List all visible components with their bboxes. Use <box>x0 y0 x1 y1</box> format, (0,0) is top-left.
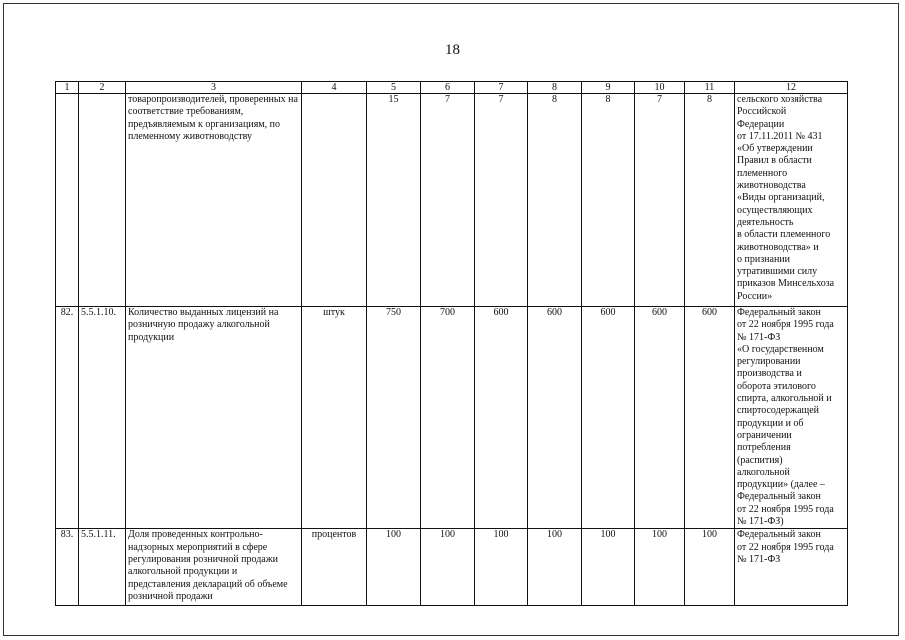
row-number: 83. <box>56 529 79 606</box>
legal-basis-line: деятельность <box>737 216 794 228</box>
legal-basis-line: России» <box>737 290 773 302</box>
value-cell: 100 <box>635 529 685 606</box>
value-cell: 7 <box>635 94 685 307</box>
value-cell: 100 <box>367 529 421 606</box>
legal-basis-line: Федеральный закон <box>737 491 821 503</box>
table-row <box>56 529 848 606</box>
legal-basis <box>735 307 848 529</box>
column-header: 4 <box>302 82 367 94</box>
legal-basis-line: потребления <box>737 442 791 454</box>
value-cell: 15 <box>367 94 421 307</box>
row-code: 5.5.1.11. <box>79 529 126 606</box>
row-code: 5.5.1.10. <box>79 307 126 529</box>
header-row <box>56 82 848 94</box>
column-header: 7 <box>475 82 528 94</box>
legal-basis-line: регулировании <box>737 356 801 368</box>
value-cell: 8 <box>582 94 635 307</box>
legal-basis-line: продукции» (далее – <box>737 479 825 491</box>
value-cell: 600 <box>685 307 735 529</box>
legal-basis-line: № 171-ФЗ) <box>737 516 784 528</box>
column-header: 6 <box>421 82 475 94</box>
legal-basis-line: сельского хозяйства <box>737 94 823 105</box>
unit-cell: процентов <box>302 529 367 606</box>
legal-basis-line: Федеральный закон <box>737 529 821 541</box>
legal-basis-line: «Виды организаций, <box>737 192 825 204</box>
legal-basis-line: от 22 ноября 1995 года <box>737 503 834 515</box>
value-cell: 600 <box>635 307 685 529</box>
legal-basis <box>735 529 848 606</box>
column-header: 11 <box>685 82 735 94</box>
legal-basis-line: животноводства» и <box>737 241 819 253</box>
value-cell: 100 <box>685 529 735 606</box>
indicator-name: Доля проведенных контрольно-надзорных мероприятий в сфере регулирования розничной продажи алкогольной продукции и представления деклараций об объеме розничной продажи <box>126 529 302 606</box>
value-cell: 7 <box>475 94 528 307</box>
table-row <box>56 94 848 307</box>
legal-basis-line: (распития) <box>737 454 783 466</box>
legal-basis-line: утратившими силу <box>737 266 818 278</box>
legal-basis-line: животноводства <box>737 180 806 192</box>
value-cell: 600 <box>582 307 635 529</box>
unit-cell <box>302 94 367 307</box>
legal-basis-line: осуществляющих <box>737 204 813 216</box>
column-header: 5 <box>367 82 421 94</box>
column-header: 1 <box>56 82 79 94</box>
row-code <box>79 94 126 307</box>
legal-basis-line: Федеральный закон <box>737 307 821 318</box>
value-cell: 100 <box>475 529 528 606</box>
row-number: 82. <box>56 307 79 529</box>
legal-basis-line: производства и <box>737 368 802 380</box>
column-header: 3 <box>126 82 302 94</box>
legal-basis-line: Федерации <box>737 118 785 130</box>
legal-basis-line: спирта, алкогольной и <box>737 393 832 405</box>
value-cell: 8 <box>528 94 582 307</box>
column-header: 10 <box>635 82 685 94</box>
value-cell: 600 <box>475 307 528 529</box>
indicator-table <box>55 81 848 606</box>
value-cell: 750 <box>367 307 421 529</box>
legal-basis-line: о признании <box>737 253 790 265</box>
unit-cell: штук <box>302 307 367 529</box>
value-cell: 100 <box>582 529 635 606</box>
column-header: 9 <box>582 82 635 94</box>
value-cell: 100 <box>421 529 475 606</box>
legal-basis-line: № 171-ФЗ <box>737 553 781 565</box>
legal-basis-line: алкогольной <box>737 466 790 478</box>
legal-basis-line: приказов Минсельхоза <box>737 278 835 290</box>
legal-basis <box>735 94 848 307</box>
indicator-name: товаропроизводителей, проверенных на соответствие требованиям, предъявляемым к организациям, по племенному животноводству <box>126 94 302 307</box>
column-header: 8 <box>528 82 582 94</box>
legal-basis-line: в области племенного <box>737 229 831 241</box>
value-cell: 8 <box>685 94 735 307</box>
legal-basis-line: племенного <box>737 167 788 179</box>
legal-basis-line: «Об утверждении <box>737 143 813 155</box>
legal-basis-line: оборота этилового <box>737 380 816 392</box>
legal-basis-line: № 171-ФЗ <box>737 331 781 343</box>
legal-basis-line: продукции и об <box>737 417 804 429</box>
legal-basis-line: от 22 ноября 1995 года <box>737 319 834 331</box>
legal-basis-line: ограничении <box>737 429 792 441</box>
legal-basis-line: Российской <box>737 106 787 118</box>
legal-basis-line: «О государственном <box>737 343 824 355</box>
indicator-name: Количество выданных лицензий на розничную продажу алкогольной продукции <box>126 307 302 529</box>
legal-basis-line: Правил в области <box>737 155 812 167</box>
value-cell: 100 <box>528 529 582 606</box>
page-number: 18 <box>445 42 460 58</box>
value-cell: 7 <box>421 94 475 307</box>
table-row <box>56 307 848 529</box>
column-header: 12 <box>735 82 848 94</box>
legal-basis-line: от 22 ноября 1995 года <box>737 541 834 553</box>
legal-basis-line: спиртосодержащей <box>737 405 820 417</box>
row-number <box>56 94 79 307</box>
value-cell: 600 <box>528 307 582 529</box>
legal-basis-line: от 17.11.2011 № 431 <box>737 130 823 142</box>
value-cell: 700 <box>421 307 475 529</box>
column-header: 2 <box>79 82 126 94</box>
